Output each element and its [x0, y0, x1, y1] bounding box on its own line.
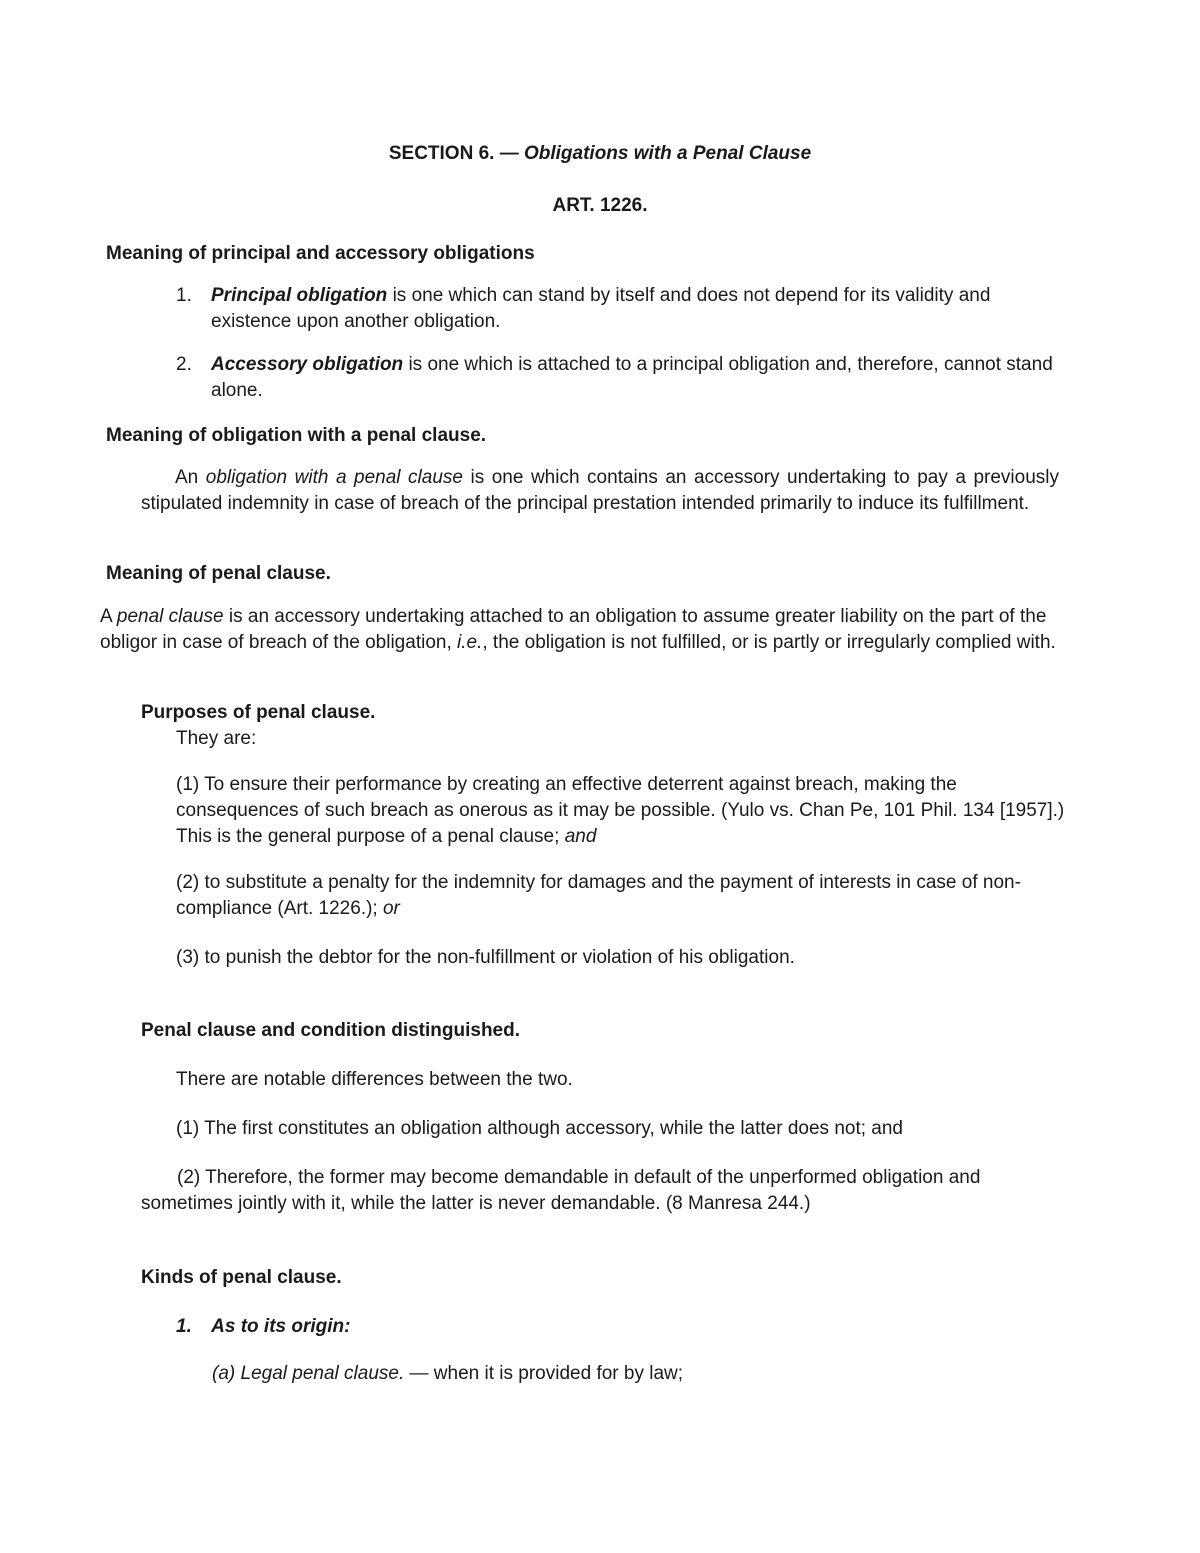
- para-text: An: [175, 467, 199, 488]
- para-italic: penal clause: [116, 606, 224, 627]
- list-number: 1.: [176, 285, 192, 306]
- purpose-italic: or: [382, 898, 400, 919]
- paragraph-obligation-penal: [141, 465, 1059, 517]
- heading-purposes: Purposes of penal clause.: [141, 702, 376, 723]
- purpose-text: (1) To ensure their performance by creating an effective deterrent against breach, making the consequences of such breach as onerous as it may be possible. (Yulo vs. Chan Pe, 101 Phil. 134 [1957].) This is the general purpose of a penal clause;: [176, 774, 1065, 847]
- section-title: [0, 141, 1200, 167]
- para-text: is one which contains an accessory undertaking to pay a previously stipulated indemnity in case of breach of the principal prestation intended primarily to induce its fulfillment.: [141, 467, 1059, 514]
- list-item: [176, 352, 1056, 404]
- list-text: is one which is attached to a principal obligation and, therefore, cannot stand alone.: [211, 354, 1053, 401]
- purposes-intro: They are:: [176, 728, 257, 749]
- heading-obligation-penal: Meaning of obligation with a penal clause.: [106, 425, 487, 446]
- para-text: A: [100, 606, 112, 627]
- kinds-sub-text: — when it is provided for by law;: [409, 1363, 684, 1384]
- distinguished-intro: There are notable differences between the two.: [176, 1069, 573, 1090]
- section-title-prefix: SECTION 6. —: [388, 143, 519, 164]
- purpose-item: [176, 870, 1066, 922]
- term-accessory-obligation: Accessory obligation: [211, 354, 404, 375]
- kinds-item: [176, 1314, 350, 1340]
- heading-penal-clause: Meaning of penal clause.: [106, 563, 331, 584]
- kinds-sub-italic: (a) Legal penal clause.: [212, 1363, 405, 1384]
- article-heading: ART. 1226.: [552, 195, 648, 216]
- para-text: , the obligation is not fulfilled, or is partly or irregularly complied with.: [482, 632, 1056, 653]
- section-title-italic: Obligations with a Penal Clause: [523, 143, 812, 164]
- kinds-subitem: [212, 1361, 683, 1387]
- term-principal-obligation: Principal obligation: [211, 285, 388, 306]
- paragraph-penal-clause: [100, 604, 1065, 656]
- purpose-text: (3) to punish the debtor for the non-fulfillment or violation of his obligation.: [176, 947, 795, 968]
- kinds-label: As to its origin:: [211, 1316, 351, 1337]
- purpose-italic: and: [564, 826, 597, 847]
- list-number: 2.: [176, 354, 192, 375]
- heading-principal-accessory: Meaning of principal and accessory obligations: [106, 243, 535, 264]
- purpose-item: [176, 772, 1066, 850]
- para-text: is an accessory undertaking attached to an obligation to assume greater liability on the part of the obligor in case of breach of the obligation,: [100, 606, 1047, 653]
- para-italic: i.e.: [457, 632, 483, 653]
- purpose-text: (2) to substitute a penalty for the indemnity for damages and the payment of interests in case of non-compliance (Art. 1226.);: [176, 872, 1021, 919]
- distinguished-item: (1) The first constitutes an obligation although accessory, while the latter does not; and: [176, 1118, 903, 1139]
- para-italic: obligation with a penal clause: [205, 467, 463, 488]
- kinds-number: 1.: [176, 1316, 192, 1337]
- distinguished-item: (2) Therefore, the former may become demandable in default of the unperformed obligation and sometimes jointly with it, while the latter is never demandable. (8 Manresa 244.): [141, 1167, 981, 1214]
- heading-distinguished: Penal clause and condition distinguished.: [141, 1020, 520, 1041]
- list-item: [176, 283, 1056, 335]
- heading-kinds: Kinds of penal clause.: [141, 1267, 342, 1288]
- purpose-item: [176, 945, 1066, 971]
- list-text: is one which can stand by itself and does not depend for its validity and existence upon another obligation.: [211, 285, 991, 332]
